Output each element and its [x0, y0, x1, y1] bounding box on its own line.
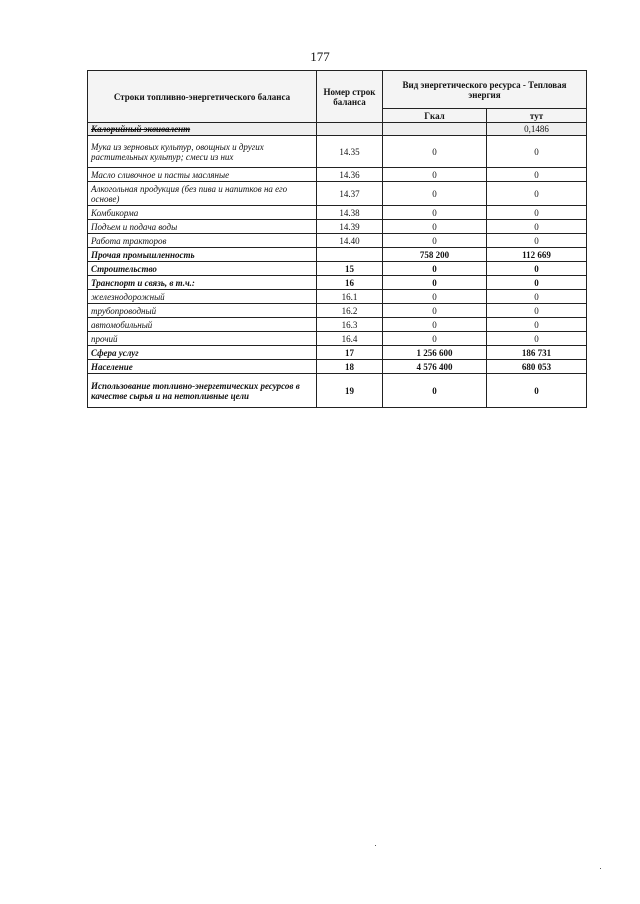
table-row	[88, 318, 587, 332]
row-number: 16.4	[317, 332, 383, 346]
table-header	[88, 71, 587, 123]
row-gcal-value: 0	[383, 206, 487, 220]
row-tut-value: 0	[487, 262, 587, 276]
row-number: 14.37	[317, 182, 383, 206]
row-gcal-value: 0	[383, 290, 487, 304]
row-name: Прочая промышленность	[88, 248, 317, 262]
row-tut-value: 112 669	[487, 248, 587, 262]
row-gcal-value: 0	[383, 332, 487, 346]
row-gcal-value: 0	[383, 374, 487, 408]
row-number: 14.39	[317, 220, 383, 234]
row-gcal-value: 758 200	[383, 248, 487, 262]
row-gcal-value: 0	[383, 136, 487, 168]
row-name: Алкогольная продукция (без пива и напитков на его основе)	[88, 182, 317, 206]
row-tut-value: 0	[487, 304, 587, 318]
table-row	[88, 182, 587, 206]
row-tut-value: 0	[487, 374, 587, 408]
row-name: Сфера услуг	[88, 346, 317, 360]
row-name: Мука из зерновых культур, овощных и других растительных культур; смеси из них	[88, 136, 317, 168]
table-row	[88, 304, 587, 318]
table-row	[88, 220, 587, 234]
row-number: 14.38	[317, 206, 383, 220]
row-name: Комбикорма	[88, 206, 317, 220]
row-tut-value: 0	[487, 332, 587, 346]
unit-gcal-header: Гкал	[383, 109, 487, 123]
row-number: 14.35	[317, 136, 383, 168]
scan-speck	[375, 845, 376, 846]
row-gcal-value: 0	[383, 318, 487, 332]
row-name: железнодорожный	[88, 290, 317, 304]
row-name: Использование топливно-энергетических ресурсов в качестве сырья и на нетопливные цели	[88, 374, 317, 408]
number-column-header: Номер строк баланса	[317, 71, 383, 123]
row-tut-value: 0	[487, 182, 587, 206]
row-number: 16.2	[317, 304, 383, 318]
row-tut-value: 0	[487, 318, 587, 332]
row-tut-value: 680 053	[487, 360, 587, 374]
table-row	[88, 136, 587, 168]
unit-tut-header: тут	[487, 109, 587, 123]
row-number: 18	[317, 360, 383, 374]
table-row	[88, 262, 587, 276]
calorific-label: Калорийный эквивалент	[88, 123, 317, 136]
row-tut-value: 0	[487, 206, 587, 220]
row-name: трубопроводный	[88, 304, 317, 318]
table-row	[88, 332, 587, 346]
row-name: Транспорт и связь, в т.ч.:	[88, 276, 317, 290]
row-tut-value: 0	[487, 136, 587, 168]
row-number: 16	[317, 276, 383, 290]
table-row	[88, 360, 587, 374]
row-number: 15	[317, 262, 383, 276]
row-tut-value: 0	[487, 234, 587, 248]
calorific-tut-value: 0,1486	[487, 123, 587, 136]
row-name: Работа тракторов	[88, 234, 317, 248]
calorific-num-cell	[317, 123, 383, 136]
row-number: 17	[317, 346, 383, 360]
scan-speck	[600, 868, 601, 869]
row-number: 14.40	[317, 234, 383, 248]
table-row	[88, 234, 587, 248]
row-name: автомобильный	[88, 318, 317, 332]
row-gcal-value: 0	[383, 234, 487, 248]
row-tut-value: 0	[487, 168, 587, 182]
table-row	[88, 168, 587, 182]
table-row	[88, 290, 587, 304]
energy-balance-table	[87, 70, 587, 408]
table-row	[88, 248, 587, 262]
calorific-row	[88, 123, 587, 136]
row-tut-value: 0	[487, 276, 587, 290]
calorific-gcal-cell	[383, 123, 487, 136]
row-gcal-value: 0	[383, 182, 487, 206]
row-gcal-value: 4 576 400	[383, 360, 487, 374]
row-name: Население	[88, 360, 317, 374]
table-row	[88, 346, 587, 360]
row-number	[317, 248, 383, 262]
row-number: 16.3	[317, 318, 383, 332]
page-number: 177	[310, 49, 330, 64]
row-tut-value: 0	[487, 220, 587, 234]
row-gcal-value: 0	[383, 262, 487, 276]
row-name: прочий	[88, 332, 317, 346]
table-body	[88, 123, 587, 408]
table-row	[88, 276, 587, 290]
row-gcal-value: 0	[383, 304, 487, 318]
rows-column-header: Строки топливно-энергетического баланса	[88, 71, 317, 123]
row-name: Строительство	[88, 262, 317, 276]
table-row	[88, 374, 587, 408]
resource-column-header: Вид энергетического ресурса - Тепловая энергия	[383, 71, 587, 109]
row-tut-value: 186 731	[487, 346, 587, 360]
row-gcal-value: 1 256 600	[383, 346, 487, 360]
row-number: 19	[317, 374, 383, 408]
row-name: Подъем и подача воды	[88, 220, 317, 234]
row-number: 14.36	[317, 168, 383, 182]
row-tut-value: 0	[487, 290, 587, 304]
table-row	[88, 206, 587, 220]
row-name: Масло сливочное и пасты масляные	[88, 168, 317, 182]
row-gcal-value: 0	[383, 168, 487, 182]
row-gcal-value: 0	[383, 276, 487, 290]
row-number: 16.1	[317, 290, 383, 304]
row-gcal-value: 0	[383, 220, 487, 234]
